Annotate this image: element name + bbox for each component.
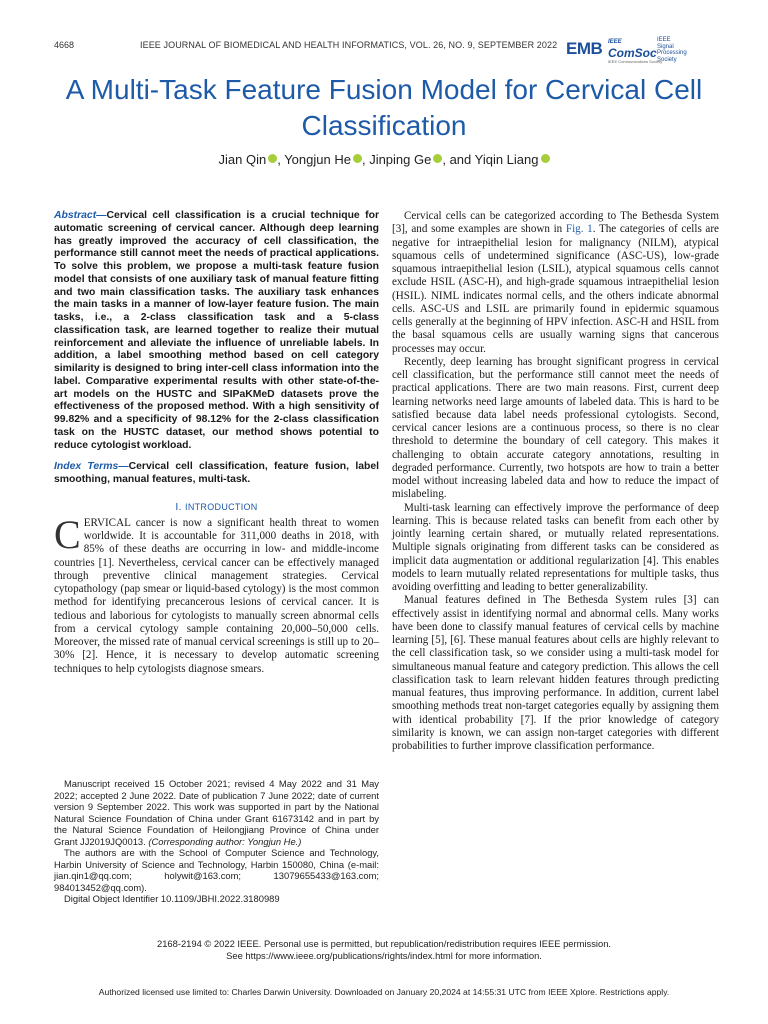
emb-logo: EMB [566,39,603,58]
author-name: Yongjun He [284,152,351,167]
sp-logo-line: Society [657,56,677,63]
copyright-notice [60,938,708,961]
body-text: . The categories of cells are negative for intraepithelial lesion for malignancy (NILM), atypical squamous cells of undetermined significance (ASC-US), low-grade squamous intraepithelial lesion (LSIL), atypical squamous cells cannot exclude HSIL (ASC-H), and high-grade squamous intraepithelial lesion (HSIL). NIML indicates normal cells, and the others indicate abnormal cells. ASC-US and LSIL are primarily found in epidermic squamous cells generally at the beginning of HPV infection. ASC-H and HSIL from the basal squamous cells are usually warning signs that cancerous processes may occur. [392,223,719,355]
corresponding-author: (Corresponding author: Yongjun He.) [148,835,302,847]
comsoc-logo-ieee: IEEE [608,39,622,45]
comsoc-logo-subtitle: IEEE Communications Society [608,59,663,64]
body-paragraph: Manual features defined in The Bethesda System rules [3] can effectively assist in identifying normal and abnormal cells. Many works have been done to classify manual features of cervical cells by machine learning [5], [6]. These manual features about cells are highly relevant to the cell classification task, so we consider using a multi-task model for simultaneous manual feature and category prediction. This allows the cell classification task to learn relevant hidden features through predicting manual features, thus improving performance. In addition, current label smoothing methods treat non-target categories equally by assigning them with identical probability [7]. If the prior knowledge of category similarity is known, we can assign non-target categories with different probabilities to further improve classification performance. [392,594,719,752]
copyright-line: 2168-2194 © 2022 IEEE. Personal use is permitted, but republication/redistribution requires IEEE permission. [156,938,612,949]
sp-logo-line: IEEE [657,37,671,43]
body-text: Cervical cells can be categorized according to The Bethesda System [3], and some examples are shown in [392,210,719,236]
body-paragraph: Recently, deep learning has brought significant progress in cervical cell classification, but the performance still cannot meet the needs of practical applications. There are two main reasons. First, current deep learning networks need large amounts of labeled data. This is hard to be satisfied because data label needs professional cytologists. Second, cervical cancer lesions are a continuous process, so there is no clear threshold to determine the boundary of cell category. This makes it challenging to obtain accurate category annotations, resulting in degraded performance. Currently, two hotspots are how to train a better model without increasing labeled data and how to reduce the impact of mislabeling. [392,355,719,501]
footnote-affiliation: The authors are with the School of Computer Science and Technology, Harbin University of Science and Technology, Harbin 150080, China (e-mail: jian.qin1@qq.com; holywit@163.com; 13079655433@163.com; 984013452@qq.com). [54,847,379,893]
orcid-icon[interactable] [353,154,362,163]
comsoc-logo-name: ComSoc [608,46,657,60]
figure-link[interactable]: Fig. 1 [565,223,593,236]
orcid-icon[interactable] [433,154,442,163]
footnote-received-text: Manuscript received 15 October 2021; revised 4 May 2022 and 31 May 2022; accepted 2 June 2022. Date of publication 7 June 2022; date of current version 9 September 2022. This work was supported in part by the National Natural Science Foundation of China under Grant 61673142 and in part by the Natural Science Foundation of Heilongjiang Province of China under Grant JJ2019JQ0013. [54,778,379,847]
society-logos [566,37,718,65]
footnote [54,778,379,905]
license-notice: Authorized licensed use limited to: Charles Darwin University. Downloaded on January 20,2024 at 14:55:31 UTC from IEEE Xplore. Restrictions apply. [98,987,670,997]
right-column [392,210,719,753]
section-number: I. [175,500,182,513]
sp-logo-line: Processing [657,50,687,56]
author-name: Jinping Ge [369,152,432,167]
author-name: Yiqin Liang [474,152,539,167]
sp-logo-line: Signal [657,43,674,50]
abstract-label: Abstract [54,210,97,221]
orcid-icon[interactable] [541,154,550,163]
index-terms-dash: — [118,461,129,473]
author-name: Jian Qin [218,152,267,167]
author-separator: , and [442,152,475,167]
page-number: 4668 [54,40,75,50]
index-terms-text: Cervical cell classification, feature fusion, label smoothing, manual features, multi-task. [54,461,380,485]
author-list [100,152,668,167]
orcid-icon[interactable] [268,154,277,163]
body-paragraph [392,210,719,356]
intro-text: ERVICAL cancer is now a significant health threat to women worldwide. It is accountable for 311,000 deaths in 2018, with 85% of these deaths are occurring in low- and middle-income countries [1]. Nevertheless, cervical cancer can be effectively managed through preventive clinical management strategies. Cervical cytopathology (pap smear or liquid-based cytology) is the most common method for identifying precancerous lesions of cervical cancer. It is tedious and laborious for cytologists to manually screen abnormal cells from a cervical cytology sample containing 20,000–50,000 cells. Moreover, the missed rate of manual cervical screenings is still up to 20–30% [2]. Hence, it is necessary to develop automatic screening techniques to help cytologists diagnose smears. [54,516,379,675]
abstract-text: Cervical cell classification is a crucial technique for automatic screening of cervical cancer. Although deep learning has greatly improved the accuracy of cell classification, the performance still cannot meet the needs of practical applications. To solve this problem, we propose a multi-task feature fusion model that consists of one auxiliary task of manual feature fitting and two main classification tasks. The auxiliary task enhances the main tasks in a manner of low-layer feature fusion. The main tasks, i.e., a 2-class classification task and a 5-class classification task, are learned together to realize their mutual reinforcement and alleviate the influence of unreliable labels. In addition, a label smoothing method based on cell category similarity is designed to bring inter-cell class information into the label. Comparative experimental results with other state-of-the-art models on the HUSTC and SIPaKMeD datasets prove the effectiveness of the proposed method. With a high sensitivity of 99.82% and a specificity of 98.12% for the 2-class classification task on the HUSTC dataset, our method shows potential to reduce cytologist workload. [54,210,379,451]
index-terms [54,461,379,487]
left-column [54,210,379,676]
drop-cap: C [54,511,81,557]
journal-header: IEEE JOURNAL OF BIOMEDICAL AND HEALTH INFORMATICS, VOL. 26, NO. 9, SEPTEMBER 2022 [140,40,558,50]
section-title: INTRODUCTION [185,501,258,512]
paper-title: A Multi-Task Feature Fusion Model for Cervical Cell Classification [65,74,703,141]
intro-paragraph [54,511,379,676]
section-heading-introduction [54,501,379,513]
index-terms-label: Index Terms [54,461,119,473]
copyright-link[interactable]: See https://www.ieee.org/publications/rights/index.html for more information. [226,949,542,961]
comsoc-logo [608,37,662,64]
signal-processing-logo [657,37,687,63]
author-separator: , [277,152,285,167]
abstract-dash: — [96,210,107,221]
footnote-doi: Digital Object Identifier 10.1109/JBHI.2022.3180989 [64,893,280,904]
body-paragraph: Multi-task learning can effectively improve the performance of deep learning. This is because related tasks can benefit from each other by jointly learning certain shared, or mutually related representations. Multiple signals originating from different tasks can be considered as implicit data augmentation or additional regularization [4]. This enables models to learn mutually related representations for multiple tasks, thus avoiding overfitting and leading to better generalizability. [392,501,719,593]
abstract [54,210,379,452]
footnote-received [54,778,379,847]
author-separator: , [361,152,370,167]
